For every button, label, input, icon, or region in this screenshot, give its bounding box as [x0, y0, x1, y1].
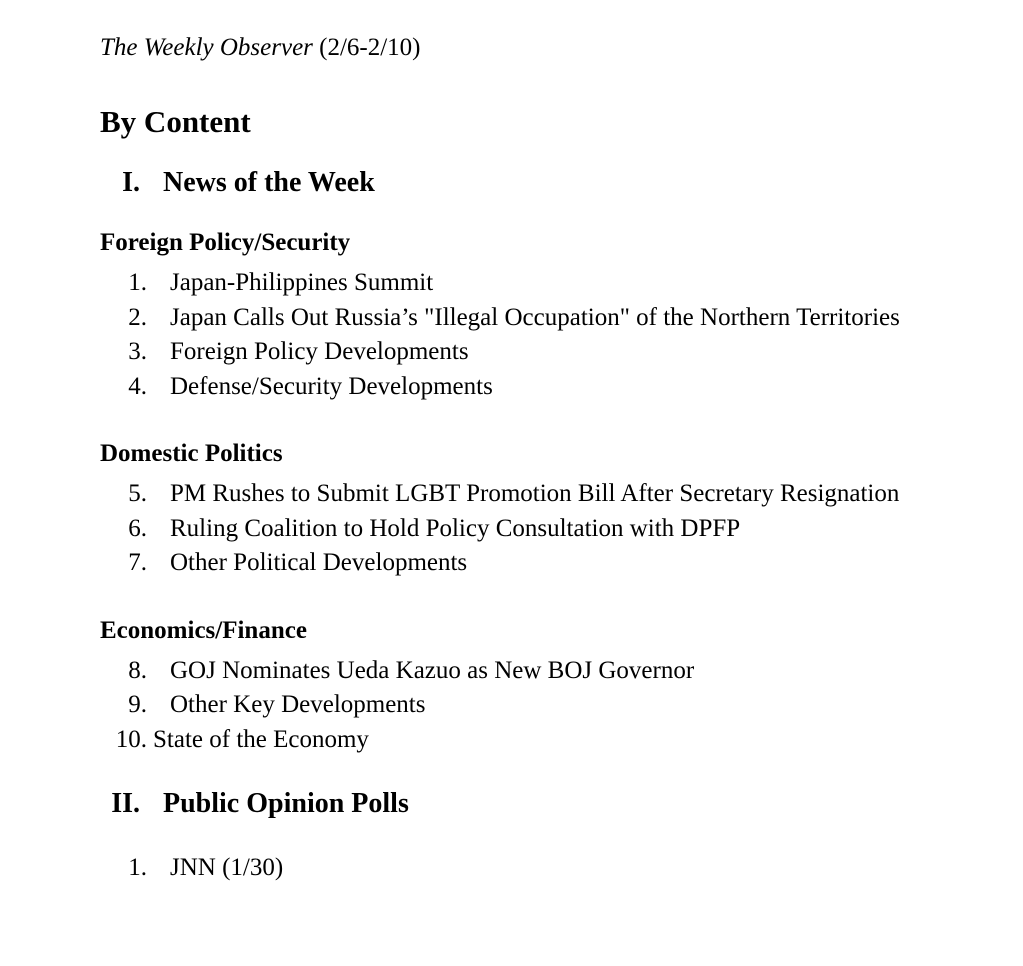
toc-item-number: 2.: [128, 303, 147, 331]
document-title-daterange: (2/6-2/10): [312, 34, 421, 61]
toc-item-number: 8.: [128, 656, 147, 684]
toc-item: [100, 266, 993, 301]
toc-item-number: 7.: [128, 549, 147, 576]
section-header-economics-finance: Economics/Finance: [100, 616, 307, 644]
toc-item: [100, 688, 993, 723]
toc-item-text: PM Rushes to Submit LGBT Promotion Bill After Secretary Resignation: [170, 480, 900, 507]
toc-item-text: GOJ Nominates Ueda Kazuo as New BOJ Governor: [170, 656, 695, 684]
toc-item-number: 4.: [128, 372, 147, 400]
toc-item-text: Japan Calls Out Russia’s "Illegal Occupation" of the Northern Territories: [170, 303, 900, 331]
outline-heading-news-of-the-week: [100, 166, 993, 200]
outline-numeral: I.: [122, 167, 140, 198]
toc-item: [100, 301, 993, 336]
toc-item-number: 1.: [128, 854, 147, 881]
toc-list-economics-finance: [100, 654, 993, 758]
section-header-domestic-politics: Domestic Politics: [100, 440, 283, 467]
toc-item: [100, 335, 993, 370]
toc-item-text: State of the Economy: [153, 725, 369, 753]
toc-item: [100, 546, 993, 581]
document-title: [100, 33, 993, 63]
toc-item-text: Defense/Security Developments: [170, 372, 493, 400]
toc-item-text: Japan-Philippines Summit: [170, 269, 434, 296]
toc-item-number: 3.: [128, 338, 147, 365]
toc-list-foreign-policy: [100, 266, 993, 404]
toc-item-number: 6.: [128, 514, 147, 542]
toc-item: [100, 370, 993, 405]
toc-list-polls: [100, 851, 993, 886]
toc-item: [100, 654, 993, 689]
toc-item-number: 1.: [128, 269, 147, 296]
outline-label: Public Opinion Polls: [163, 788, 409, 819]
document-title-name: The Weekly Observer: [100, 34, 313, 61]
outline-numeral: II.: [111, 788, 140, 819]
toc-item: [100, 512, 993, 547]
toc-item-text: Other Key Developments: [170, 691, 426, 718]
toc-item-number: 9.: [128, 691, 147, 718]
section-header-foreign-policy-security: Foreign Policy/Security: [100, 229, 351, 256]
toc-item: [100, 723, 993, 758]
by-content-heading: By Content: [100, 104, 251, 139]
toc-item-text: Other Political Developments: [170, 549, 468, 576]
outline-heading-public-opinion-polls: [100, 787, 993, 821]
toc-item: [100, 477, 993, 512]
toc-list-domestic-politics: [100, 477, 993, 581]
outline-label: News of the Week: [163, 167, 375, 198]
toc-item: [100, 851, 993, 886]
toc-item-number: 10.: [115, 725, 147, 753]
toc-item-text: Foreign Policy Developments: [170, 338, 469, 365]
toc-item-text: JNN (1/30): [170, 854, 284, 881]
toc-item-number: 5.: [128, 480, 147, 507]
toc-item-text: Ruling Coalition to Hold Policy Consultation with DPFP: [170, 514, 741, 542]
